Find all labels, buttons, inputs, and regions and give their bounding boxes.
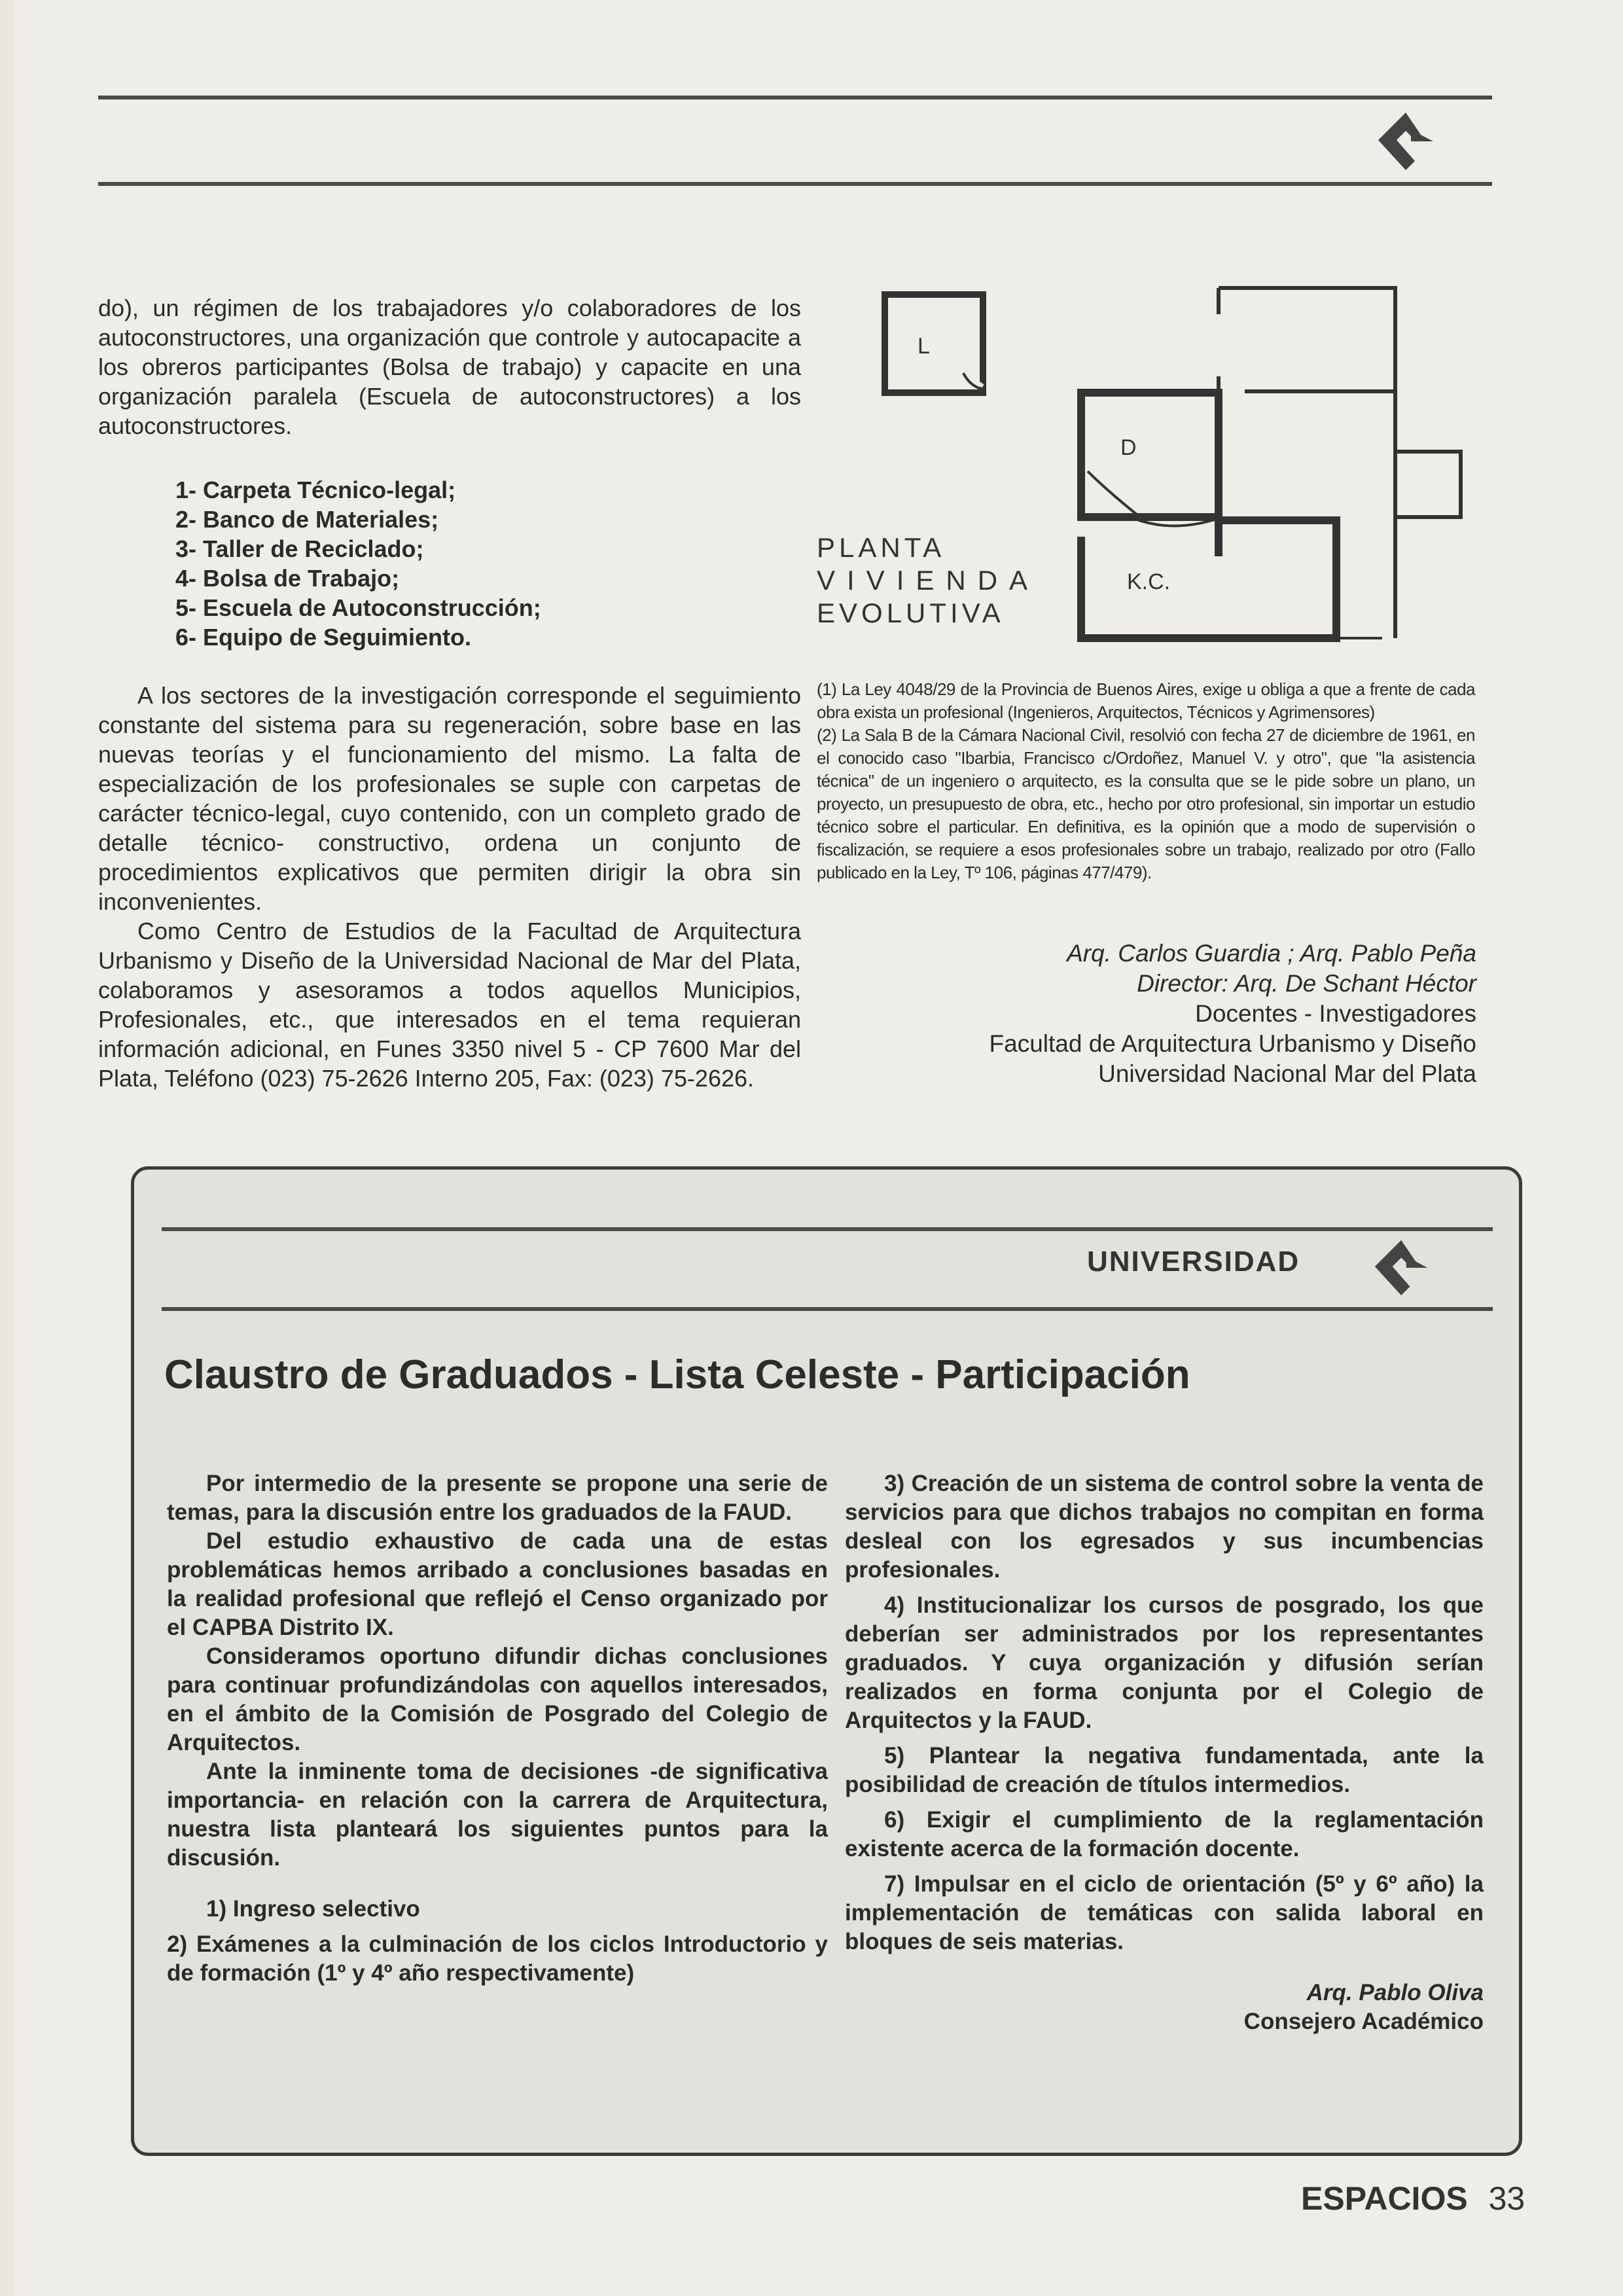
list-item: 4- Bolsa de Trabajo; xyxy=(175,565,400,592)
signature-authors: Arq. Carlos Guardia ; Arq. Pablo Peña xyxy=(1067,940,1476,967)
footnote-1: (1) La Ley 4048/29 de la Provincia de Buenos Aires, exige u obliga a que a frente de cada obra exista un profesional (Ingenieros, Arquitectos, Técnicos y Agrimensores) xyxy=(817,679,1475,722)
author-signature xyxy=(817,939,1476,1089)
graduates-article-box xyxy=(131,1166,1522,2156)
signature-director: Director: Arq. De Schant Héctor xyxy=(1137,970,1476,997)
plan-title-line: PLANTA xyxy=(817,532,946,563)
footnotes xyxy=(817,678,1475,884)
list-item: 3- Taller de Reciclado; xyxy=(175,535,424,562)
box-rule-bottom xyxy=(162,1307,1493,1311)
plan-room-d-label: D xyxy=(1120,435,1137,460)
plan-room-kc-label: K.C. xyxy=(1127,569,1171,594)
magazine-name: ESPACIOS xyxy=(1301,2180,1468,2217)
research-paragraph: A los sectores de la investigación corresponde el seguimiento constante del sistema para su regeneración, sobre base en las nuevas teorías y el funcionamiento del mismo. La falta de especialización de los profesionales se suple con carpetas de carácter técnico-legal, cuyo contenido, con un completo grado de detalle técnico- constructivo, ordena un conjunto de procedimientos explicativos que permiten dirigir la obra sin inconvenientes. xyxy=(98,682,801,915)
plan-title-line: EVOLUTIVA xyxy=(817,598,1005,628)
page-number: 33 xyxy=(1488,2180,1525,2217)
program-list xyxy=(175,475,764,652)
header-rule-top xyxy=(98,96,1492,99)
list-item: 5- Escuela de Autoconstrucción; xyxy=(175,594,541,621)
article-paragraph: Consideramos oportuno difundir dichas conclusiones para continuar profundizándolas con aquellos interesados, en el ámbito de la Comisión de Posgrado del Colegio de Arquitectos. xyxy=(167,1643,828,1755)
article-item: 2) Exámenes a la culminación de los ciclos Introductorio y de formación (1º y 4º año respectivamente) xyxy=(167,1931,828,1986)
page xyxy=(14,0,1623,2296)
article-paragraph: Ante la inminente toma de decisiones -de significativa importancia- en relación con la carrera de Arquitectura, nuestra lista planteará los siguientes puntos para la discusión. xyxy=(167,1759,828,1871)
plan-title xyxy=(817,531,1039,630)
plan-room-l-label: L xyxy=(918,334,930,359)
article-title: Claustro de Graduados - Lista Celeste - Participación xyxy=(164,1352,1190,1397)
plan-title-line: VIVIENDA xyxy=(817,565,1040,596)
header-rule-bottom xyxy=(98,182,1492,186)
contact-paragraph: Como Centro de Estudios de la Facultad de Arquitectura Urbanismo y Diseño de la Universidad Nacional de Mar del Plata, colaboramos y asesoramos a todos aquellos Municipios, Profesionales, etc., que interesados en el tema requieran información adicional, en Funes 3350 nivel 5 - CP 7600 Mar del Plata, Teléfono (023) 75-2626 Interno 205, Fax: (023) 75-2626. xyxy=(98,918,801,1092)
article-left-column xyxy=(167,1469,828,1988)
left-column-body xyxy=(98,681,801,1093)
signature-faculty: Facultad de Arquitectura Urbanismo y Diseño xyxy=(989,1030,1476,1057)
list-item: 2- Banco de Materiales; xyxy=(175,506,439,533)
box-rule-top xyxy=(162,1227,1493,1231)
article-signature-name: Arq. Pablo Oliva xyxy=(1306,1980,1484,2005)
article-item: 4) Institucionalizar los cursos de posgrado, los que deberían ser administrados por los representantes graduados. Y cuya organización y difusión serían realizados en forma conjunta por el Colegio de Arquitectos y la FAUD. xyxy=(845,1592,1484,1733)
list-item: 1- Carpeta Técnico-legal; xyxy=(175,476,456,503)
section-tag: UNIVERSIDAD xyxy=(1087,1246,1300,1278)
article-signature-role: Consejero Académico xyxy=(1243,2009,1484,2034)
article-item: 7) Impulsar en el ciclo de orientación (5º y 6º año) la implementación de temáticas con salida laboral en bloques de seis materias. xyxy=(845,1871,1484,1954)
espacios-logo-icon xyxy=(1374,110,1440,173)
page-footer xyxy=(1301,2179,1525,2217)
list-item: 6- Equipo de Seguimiento. xyxy=(175,624,472,651)
article-paragraph: Por intermedio de la presente se propone una serie de temas, para la discusión entre los graduados de la FAUD. xyxy=(167,1471,828,1525)
left-column xyxy=(98,293,801,440)
signature-university: Universidad Nacional Mar del Plata xyxy=(1098,1060,1476,1087)
article-item: 1) Ingreso selectivo xyxy=(206,1896,420,1922)
article-item: 5) Plantear la negativa fundamentada, ante la posibilidad de creación de títulos intermedios. xyxy=(845,1743,1484,1797)
intro-paragraph: do), un régimen de los trabajadores y/o colaboradores de los autoconstructores, una organización que controle y autocapacite a los obreros participantes (Bolsa de trabajo) y capacite en una organización paralela (Escuela de autoconstructores) a los autoconstructores. xyxy=(98,295,801,439)
article-paragraph: Del estudio exhaustivo de cada una de estas problemáticas hemos arribado a conclusiones basadas en la realidad profesional que reflejó el Censo organizado por el CAPBA Distrito IX. xyxy=(167,1528,828,1640)
signature-role: Docentes - Investigadores xyxy=(1195,1000,1476,1027)
footnote-2: (2) La Sala B de la Cámara Nacional Civil, resolvió con fecha 27 de diciembre de 1961, en el conocido caso "Ibarbia, Francisco c/Ordoñez, Manuel V. y otro", que "la asistencia técnica" de un ingeniero o arquitecto, es la consulta que se le pide sobre un plano, un proyecto, un presupuesto de obra, etc., hecho por otro profesional, sin importar un estudio técnico sobre el particular. En definitiva, es la opinión que a modo de supervisión o fiscalización, se requiere a esos profesionales sobre un trabajo, realizado por otro (Fallo publicado en la Ley, Tº 106, páginas 477/479). xyxy=(817,725,1475,882)
article-signature xyxy=(845,1979,1484,2036)
article-right-column xyxy=(845,1469,1484,2036)
espacios-logo-icon xyxy=(1371,1238,1434,1298)
article-item: 3) Creación de un sistema de control sobre la venta de servicios para que dichos trabajos no compitan en forma desleal con los egresados y sus incumbencias profesionales. xyxy=(845,1471,1484,1583)
article-item: 6) Exigir el cumplimiento de la reglamentación existente acerca de la formación docente. xyxy=(845,1807,1484,1861)
